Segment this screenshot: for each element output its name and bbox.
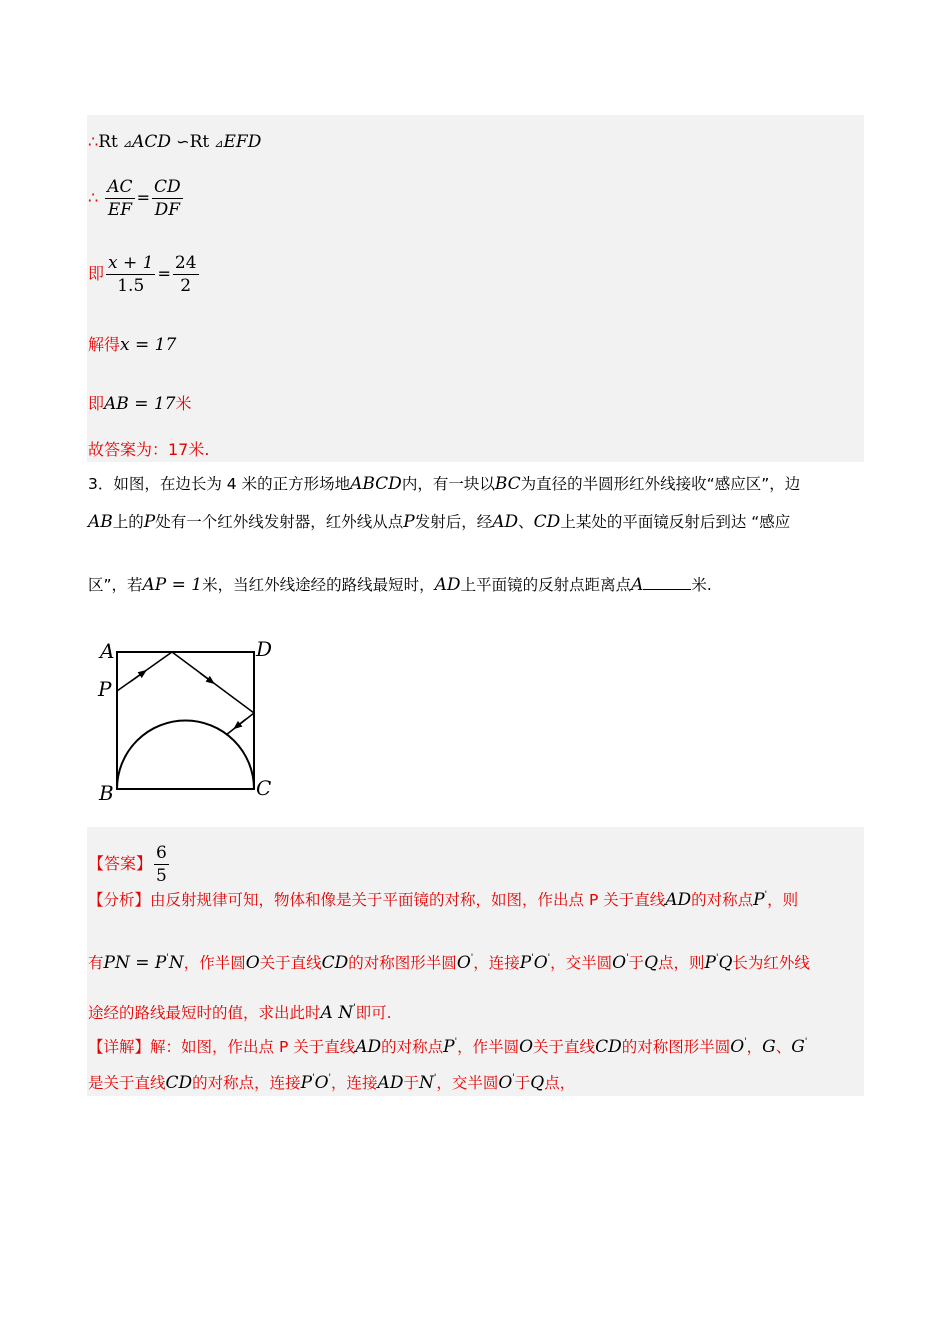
question-line-1 bbox=[88, 474, 800, 494]
proof-line-6 bbox=[88, 440, 209, 460]
de-p: P bbox=[300, 1073, 313, 1093]
an-pn: PN = P bbox=[103, 953, 167, 973]
q-abcd: ABCD bbox=[350, 474, 402, 494]
numerator: CD bbox=[153, 177, 181, 197]
label-c: C bbox=[256, 776, 272, 800]
de-text: 点， bbox=[544, 1074, 576, 1092]
de-o: O bbox=[498, 1073, 513, 1093]
de-o: O bbox=[730, 1037, 745, 1057]
de-o: O bbox=[519, 1037, 534, 1057]
triangle-efd: EFD bbox=[223, 132, 262, 152]
an-text: ，作半圆 bbox=[183, 954, 246, 972]
q-ab: AB bbox=[88, 512, 113, 532]
prime-mark: ' bbox=[353, 1003, 356, 1013]
prime-mark: ' bbox=[470, 953, 474, 963]
q-text: 米，当红外线途经的路线最短时， bbox=[202, 576, 435, 594]
q-text: 3．如图，在边长为 4 米的正方形场地 bbox=[88, 475, 351, 493]
an-text: 长为红外线 bbox=[732, 954, 810, 972]
answer-statement: 故答案为：17米. bbox=[88, 440, 210, 459]
prime-mark: ' bbox=[312, 1073, 315, 1083]
similar-symbol: ∽ bbox=[176, 132, 190, 151]
an-p: P bbox=[519, 953, 532, 973]
q-ad: AD bbox=[492, 512, 519, 532]
de-g: G bbox=[791, 1037, 805, 1057]
triangle-acd: ACD bbox=[132, 132, 172, 152]
q-text: 上的 bbox=[112, 513, 144, 531]
q-cd: CD bbox=[533, 512, 561, 532]
analysis-line-2 bbox=[88, 953, 810, 976]
label-d: D bbox=[256, 637, 273, 661]
ray-2 bbox=[172, 652, 254, 713]
label-p: P bbox=[98, 677, 112, 701]
de-ad: AD bbox=[355, 1037, 382, 1057]
an-text: ，交半圆 bbox=[550, 954, 613, 972]
geometry-figure bbox=[90, 632, 290, 812]
an-text: 的对称点 bbox=[691, 891, 754, 909]
an-p: P bbox=[704, 953, 716, 973]
q-text: 上平面镜的反射点距离点 bbox=[460, 576, 632, 594]
q-text: 内，有一块以 bbox=[401, 475, 495, 493]
denominator: DF bbox=[154, 200, 181, 220]
de-text: 的对称点 bbox=[381, 1038, 444, 1056]
proof-line-2: ∴ $\frac{AC}{EF}$ = $\frac{CD}{DF}$ bbox=[88, 177, 181, 220]
prime-mark: ' bbox=[531, 953, 534, 963]
arrow-1 bbox=[130, 672, 144, 682]
unit-mi: 米 bbox=[175, 394, 192, 413]
an-text: 由反射规律可知，物体和像是关于平面镜的对称，如图，作出点 P 关于直线 bbox=[150, 891, 666, 909]
answer-blank bbox=[643, 575, 691, 590]
de-text: ，连接 bbox=[331, 1074, 378, 1092]
therefore-symbol-2: ∴ bbox=[88, 188, 99, 207]
therefore-symbol: ∴ bbox=[88, 132, 99, 151]
de-text: 的对称点，连接 bbox=[192, 1074, 301, 1092]
denominator: 5 bbox=[156, 866, 167, 886]
de-g: G bbox=[762, 1037, 776, 1057]
q-text: 为直径的半圆形红外线接收“感应区”，边 bbox=[520, 475, 801, 493]
an-text: 途经的路线最短时的值，求出此时 bbox=[88, 1004, 321, 1022]
an-text: 点，则 bbox=[658, 954, 705, 972]
arrow-3 bbox=[236, 719, 246, 727]
de-text: ，交半圆 bbox=[436, 1074, 499, 1092]
answer-fraction bbox=[154, 842, 169, 887]
de-p: P bbox=[443, 1037, 455, 1057]
analysis-line-3 bbox=[88, 1003, 392, 1026]
prime-mark: ' bbox=[715, 953, 719, 963]
an-ad: AD bbox=[665, 890, 692, 910]
denominator: 1.5 bbox=[117, 276, 145, 296]
an-text: 有 bbox=[88, 954, 104, 972]
an-an: A N bbox=[320, 1003, 354, 1023]
triangle-symbol: ⊿ bbox=[122, 137, 133, 150]
prime-mark: ' bbox=[166, 953, 169, 963]
arrow-2 bbox=[200, 673, 212, 682]
de-ad: AD bbox=[377, 1073, 404, 1093]
de-text: 、 bbox=[775, 1038, 792, 1056]
an-p: P bbox=[753, 890, 765, 910]
fraction-x1-15 bbox=[106, 252, 155, 297]
ray-1 bbox=[117, 652, 172, 691]
an-n: N bbox=[168, 953, 184, 973]
denominator: EF bbox=[107, 200, 133, 220]
an-text: 即可. bbox=[355, 1004, 392, 1022]
fraction-cd-df bbox=[152, 176, 183, 221]
de-q: Q bbox=[530, 1073, 545, 1093]
an-text: 于 bbox=[628, 954, 645, 972]
q-text: 上某处的平面镜反射后到达 “感应 bbox=[560, 513, 791, 531]
question-line-3 bbox=[88, 575, 712, 595]
an-o: O bbox=[533, 953, 548, 973]
an-text: 关于直线 bbox=[259, 954, 322, 972]
q-text: 发射后，经 bbox=[414, 513, 493, 531]
x-equation: x = 17 bbox=[120, 335, 177, 355]
ji-prefix-2: 即 bbox=[88, 394, 105, 413]
de-text: 关于直线 bbox=[533, 1038, 596, 1056]
prime-mark: ' bbox=[764, 890, 768, 900]
label-a: A bbox=[100, 639, 115, 663]
an-o: O bbox=[612, 953, 627, 973]
q-ad: AD bbox=[434, 575, 461, 595]
prime-mark: ' bbox=[744, 1037, 747, 1047]
q-text: 米. bbox=[691, 576, 712, 594]
numerator: x + 1 bbox=[108, 253, 154, 273]
rt-text: Rt bbox=[98, 132, 118, 152]
numerator: 24 bbox=[174, 253, 197, 273]
triangle-symbol-2: ⊿ bbox=[214, 137, 224, 150]
de-text: 是关于直线 bbox=[88, 1074, 166, 1092]
q-text: 处有一个红外线发射器，红外线从点 bbox=[155, 513, 404, 531]
q-p: P bbox=[403, 512, 415, 532]
ab-equation: AB = 17 bbox=[104, 394, 176, 414]
analysis-line-1 bbox=[88, 890, 798, 913]
prime-mark: ' bbox=[328, 1073, 332, 1083]
prime-mark: ' bbox=[454, 1037, 458, 1047]
q-p: P bbox=[143, 512, 156, 532]
de-text: ， bbox=[746, 1038, 763, 1056]
rt-text-2: Rt bbox=[189, 132, 210, 152]
proof-line-4 bbox=[88, 335, 176, 355]
prime-mark: ' bbox=[626, 953, 629, 963]
analysis-tag: 【分析】 bbox=[88, 891, 151, 909]
answer-tag: 【答案】 bbox=[88, 854, 153, 873]
jiede-prefix: 解得 bbox=[88, 335, 121, 354]
ji-prefix: 即 bbox=[88, 264, 105, 283]
de-cd: CD bbox=[595, 1037, 622, 1057]
an-cd: CD bbox=[321, 953, 349, 973]
q-a: A bbox=[631, 575, 644, 595]
prime-mark: ' bbox=[433, 1073, 437, 1083]
detail-tag: 【详解】 bbox=[88, 1038, 151, 1056]
de-text: ，作半圆 bbox=[457, 1038, 520, 1056]
an-o: O bbox=[456, 953, 471, 973]
an-o: O bbox=[245, 953, 260, 973]
q-text: 、 bbox=[518, 513, 534, 531]
fraction-24-2 bbox=[173, 252, 199, 297]
answer-line bbox=[88, 842, 171, 887]
numerator: AC bbox=[107, 177, 133, 197]
an-text: ，则 bbox=[767, 891, 799, 909]
de-n: N bbox=[418, 1073, 434, 1093]
label-b: B bbox=[99, 781, 114, 805]
an-text: 的对称图形半圆 bbox=[348, 954, 457, 972]
an-text: ，连接 bbox=[473, 954, 520, 972]
semicircle-sensor bbox=[117, 721, 254, 790]
de-text: 于 bbox=[514, 1074, 531, 1092]
de-text: 于 bbox=[403, 1074, 419, 1092]
an-q: Q bbox=[718, 953, 733, 973]
q-bc: BC bbox=[494, 474, 521, 494]
detail-line-2 bbox=[88, 1073, 575, 1096]
q-ap: AP = 1 bbox=[142, 575, 203, 595]
numerator: 6 bbox=[156, 843, 167, 863]
de-cd: CD bbox=[165, 1073, 193, 1093]
de-text: 解：如图，作出点 P 关于直线 bbox=[150, 1038, 356, 1056]
de-o: O bbox=[314, 1073, 329, 1093]
prime-mark: ' bbox=[512, 1073, 515, 1083]
question-line-2 bbox=[88, 512, 790, 532]
prime-mark: ' bbox=[547, 953, 551, 963]
de-text: 的对称图形半圆 bbox=[621, 1038, 731, 1056]
q-text: 区”，若 bbox=[88, 576, 143, 594]
proof-line-3: 即 $\frac{x + 1}{1.5}$ = $\frac{24}{2}$ bbox=[88, 253, 197, 296]
proof-line-5 bbox=[88, 394, 191, 414]
an-q: Q bbox=[644, 953, 658, 973]
solution-panel-top bbox=[87, 115, 864, 462]
detail-line-1 bbox=[88, 1037, 807, 1060]
denominator: 2 bbox=[180, 276, 192, 296]
prime-mark: ' bbox=[804, 1037, 808, 1047]
proof-line-1 bbox=[88, 132, 261, 154]
fraction-ac-ef bbox=[105, 176, 134, 221]
